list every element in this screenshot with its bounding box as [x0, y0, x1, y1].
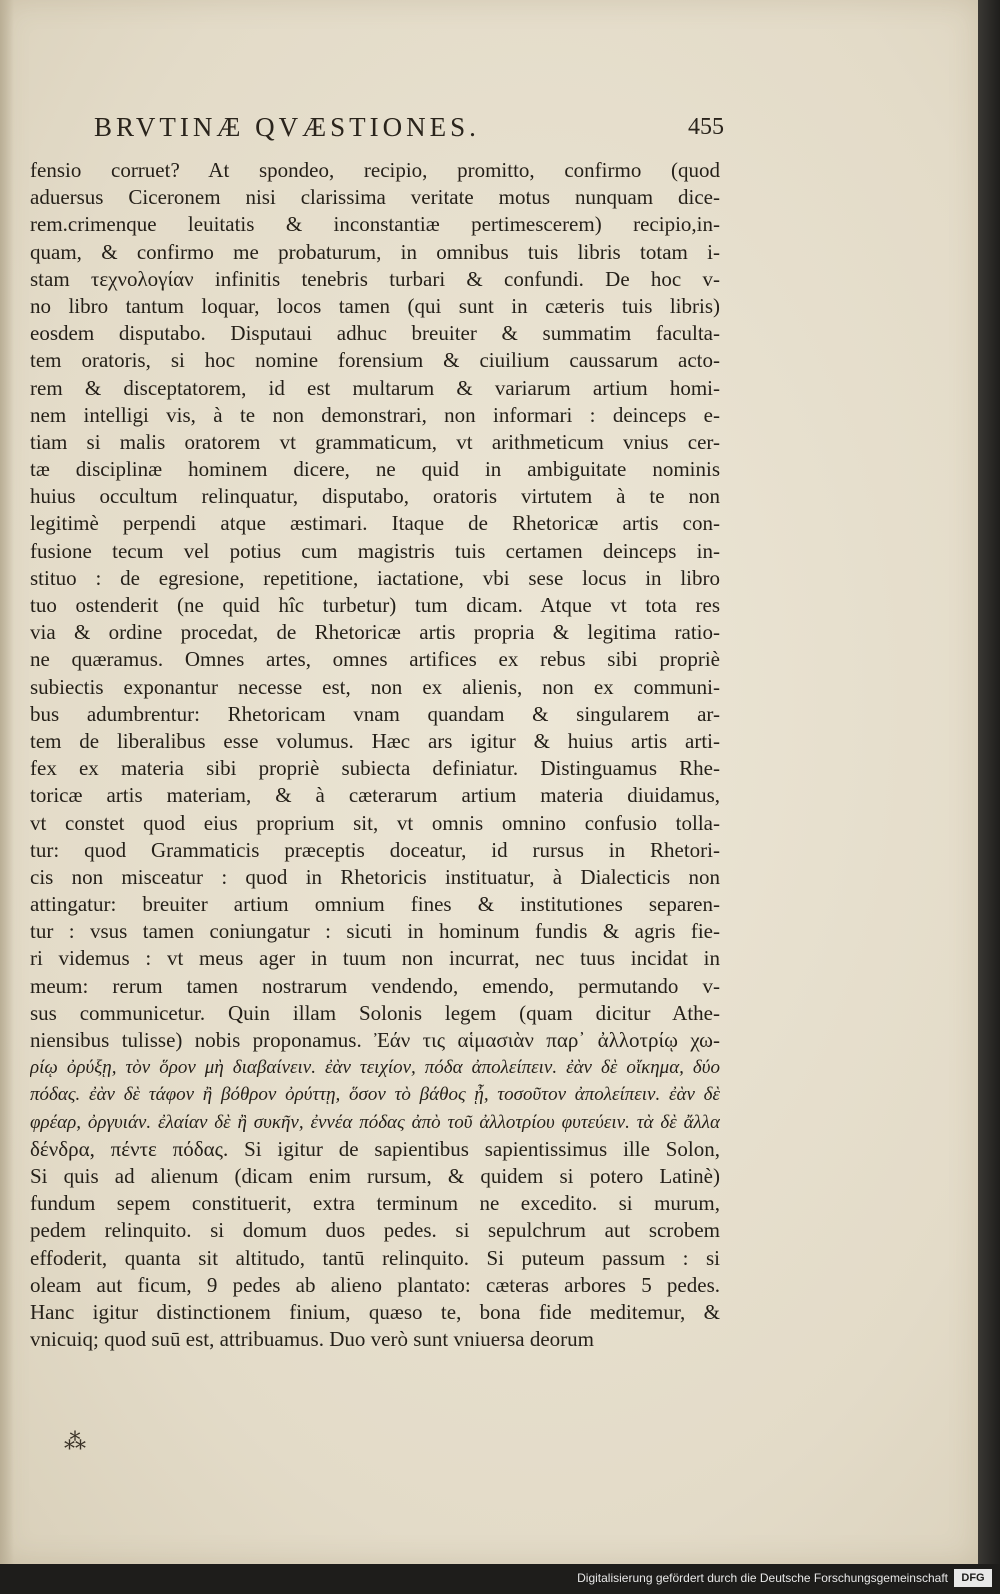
text-line: ri videmus : vt meus ager in tuum non incurrat, nec tuus incidat in	[30, 946, 720, 971]
text-line: huius occultum relinquatur, disputabo, oratoris virtutem à te non	[30, 484, 720, 509]
text-line: sus communicetur. Quin illam Solonis legem (quam dicitur Athe-	[30, 1000, 720, 1025]
text-line: bus adumbrentur: Rhetoricam vnam quandam & singularem ar-	[30, 701, 720, 726]
text-line: stam τεχνολογίαν infinitis tenebris turbari & confundi. De hoc v-	[30, 266, 720, 291]
text-line: attingatur: breuiter artium omnium fines & institutiones separen-	[30, 892, 720, 917]
page-edge	[978, 0, 1000, 1564]
text-line: tur : vsus tamen coniungatur : sicuti in hominum fundis & agris fie-	[30, 919, 720, 944]
text-line: ne quæramus. Omnes artes, omnes artifices ex rebus sibi propriè	[30, 647, 720, 672]
text-line: oleam aut ficum, 9 pedes ab alieno plantato: cæteras arbores 5 pedes.	[30, 1272, 720, 1297]
text-line: fusione tecum vel potius cum magistris tuis certamen deinceps in-	[30, 538, 720, 563]
signature-mark: ⁂	[64, 1430, 86, 1455]
text-line: fensio corruet? At spondeo, recipio, promitto, confirmo (quod	[30, 158, 720, 182]
text-line: vt constet quod eius proprium sit, vt omnis omnino confusio tolla-	[30, 810, 720, 835]
digitization-footer	[0, 1564, 1000, 1594]
text-line: effoderit, quanta sit altitudo, tantū relinquito. Si puteum passum : si	[30, 1245, 720, 1270]
text-line: via & ordine procedat, de Rhetoricæ artis propria & legitima ratio-	[30, 620, 720, 645]
page-header	[84, 108, 724, 148]
text-line: πόδας. ἐὰν δὲ τάφον ἢ βόθρον ὀρύττῃ, ὅσον τὸ βάθος ᾖ, τοσοῦτον ἀπολείπειν. ἐὰν δὲ	[30, 1084, 720, 1106]
text-line: Hanc igitur distinctionem finium, quæso te, bona fide meditemur, &	[30, 1299, 720, 1324]
text-line: stituo : de egresione, repetitione, iactatione, vbi sese locus in libro	[30, 565, 720, 590]
text-line: φρέαρ, ὀργυιάν. ἐλαίαν δὲ ἢ συκῆν, ἐννέα πόδας ἀπὸ τοῦ ἀλλοτρίου φυτεύειν. τὰ δὲ ἄλλα	[30, 1111, 720, 1133]
text-line: tiam si malis oratorem vt grammaticum, vt arithmeticum vnius cer-	[30, 429, 720, 454]
text-line: fex ex materia sibi propriè subiecta definiatur. Distinguamus Rhe-	[30, 756, 720, 781]
text-line: ρίῳ ὀρύξῃ, τὸν ὅρον μὴ διαβαίνειν. ἐὰν τειχίον, πόδα ἀπολείπειν. ἐὰν δὲ οἴκημα, δύο	[30, 1057, 720, 1079]
text-line: tem oratoris, si hoc nomine forensium & ciuilium caussarum acto-	[30, 348, 720, 373]
text-line: fundum sepem constituerit, extra terminum ne excedito. si murum,	[30, 1191, 720, 1216]
text-line: aduersus Ciceronem nisi clarissima veritate motus nunquam dice-	[30, 185, 720, 210]
text-line: no libro tantum loquar, locos tamen (qui sunt in cæteris tuis libris)	[30, 293, 720, 318]
text-line: toricæ artis materiam, & à cæterarum artium materia diuidamus,	[30, 783, 720, 808]
footer-credit: Digitalisierung gefördert durch die Deutsche Forschungsgemeinschaft	[577, 1571, 948, 1585]
text-line: tuo ostenderit (ne quid hîc turbetur) tum dicam. Atque vt tota res	[30, 593, 720, 617]
text-line: meum: rerum tamen nostrarum vendendo, emendo, permutando v-	[30, 973, 720, 998]
text-line: δένδρα, πέντε πόδας. Si igitur de sapientibus sapientissimus ille Solon,	[30, 1136, 720, 1161]
body-text	[30, 157, 720, 1353]
text-line: tæ disciplinæ hominem dicere, ne quid in ambiguitate nominis	[30, 457, 720, 482]
running-title: BRVTINÆ QVÆSTIONES.	[94, 112, 480, 142]
text-line: tem de liberalibus esse volumus. Hæc ars igitur & huius artis arti-	[30, 728, 720, 753]
text-line: eosdem disputabo. Disputaui adhuc breuiter & summatim faculta-	[30, 321, 720, 346]
text-line: legitimè perpendi atque æstimari. Itaque de Rhetoricæ artis con-	[30, 511, 720, 536]
text-line: nem intelligi vis, à te non demonstrari, non informari : deinceps e-	[30, 402, 720, 427]
text-line: Si quis ad alienum (dicam enim rursum, & quidem si potero Latinè)	[30, 1163, 720, 1188]
text-line: subiectis exponantur necesse est, non ex alienis, non ex communi-	[30, 674, 720, 699]
text-line: cis non misceatur : quod in Rhetoricis instituatur, à Dialecticis non	[30, 864, 720, 889]
text-line: rem & disceptatorem, id est multarum & variarum artium homi-	[30, 375, 720, 400]
text-line: pedem relinquito. si domum duos pedes. si sepulchrum aut scrobem	[30, 1218, 720, 1243]
text-line: rem.crimenque leuitatis & inconstantiæ pertimescerem) recipio,in-	[30, 212, 720, 237]
text-line: quam, & confirmo me probaturum, in omnibus tuis libris totam i-	[30, 239, 720, 264]
text-line: niensibus tulisse) nobis proponamus. Ἐάν τις αἱμασιὰν παρ᾿ ἀλλοτρίῳ χω-	[30, 1028, 720, 1052]
binding-shadow	[0, 0, 14, 1564]
text-line: vnicuiq; quod suū est, attribuamus. Duo verò sunt vniuersa deorum	[30, 1327, 594, 1352]
text-line: tur: quod Grammaticis præceptis doceatur, id rursus in Rhetori-	[30, 837, 720, 862]
dfg-logo: DFG	[954, 1569, 992, 1587]
page-number: 455	[688, 114, 724, 140]
